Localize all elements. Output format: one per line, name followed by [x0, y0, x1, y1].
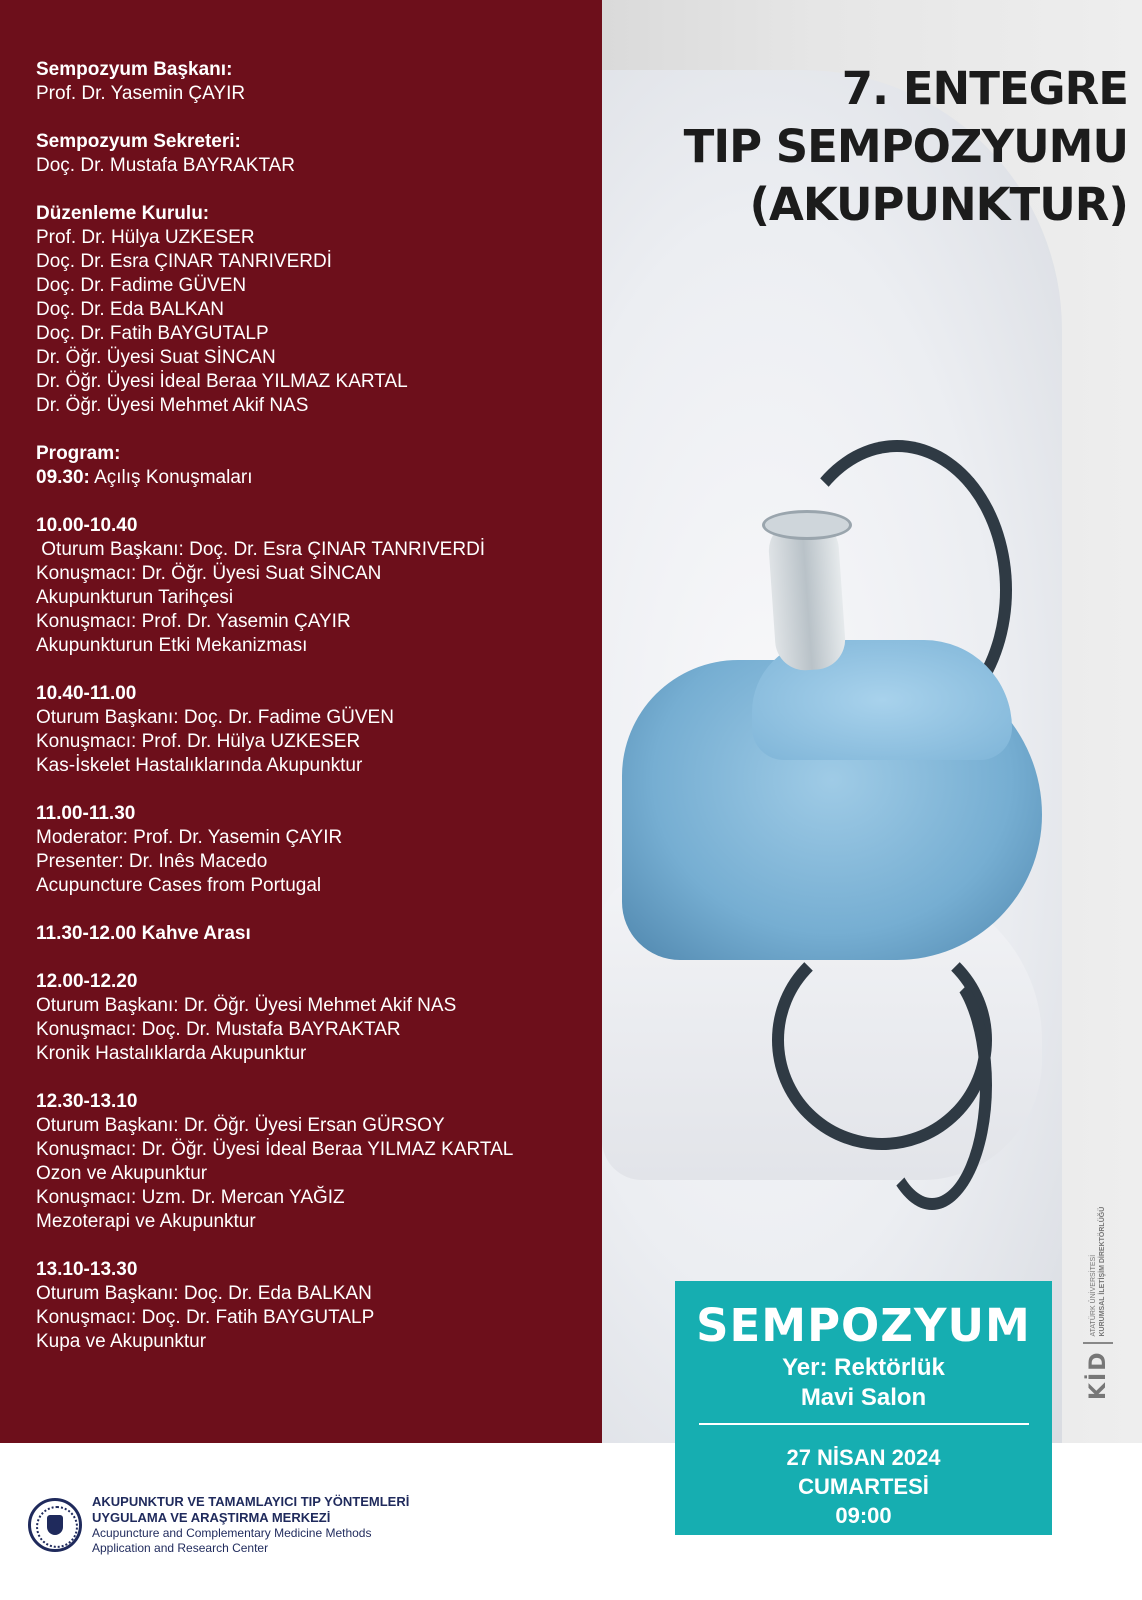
- divider: [1083, 1343, 1113, 1345]
- title-line: (AKUPUNKTUR): [749, 178, 1128, 231]
- session: [36, 802, 602, 898]
- committee-heading: Düzenleme Kurulu:: [36, 203, 210, 224]
- session-line: Oturum Başkanı: Doç. Dr. Esra ÇINAR TANRIVERDİ: [36, 539, 486, 560]
- session-line: Akupunkturun Etki Mekanizması: [36, 635, 308, 656]
- kid-university: ATATÜRK ÜNİVERSİTESİ: [1090, 1254, 1097, 1337]
- session-line: Presenter: Dr. Inês Macedo: [36, 851, 268, 872]
- session-line: Konuşmacı: Prof. Dr. Hülya UZKESER: [36, 731, 361, 752]
- session: [36, 514, 602, 658]
- session-line: Kupa ve Akupunktur: [36, 1331, 207, 1352]
- university-seal-icon: [28, 1498, 82, 1552]
- session-line: Kas-İskelet Hastalıklarında Akupunktur: [36, 755, 363, 776]
- session-line: Konuşmacı: Uzm. Dr. Mercan YAĞIZ: [36, 1187, 345, 1208]
- kid-directorate: KURUMSAL İLETİŞİM DİREKTÖRLÜĞÜ: [1099, 1206, 1106, 1337]
- session: [36, 970, 602, 1066]
- event-venue-room: Mavi Salon: [800, 1384, 927, 1411]
- session-line: Oturum Başkanı: Dr. Öğr. Üyesi Mehmet Akif NAS: [36, 995, 457, 1016]
- committee-block: [36, 202, 602, 418]
- kid-logo: [1078, 1140, 1118, 1400]
- event-venue: Yer: Rektörlük: [782, 1354, 945, 1381]
- session-line: Konuşmacı: Doç. Dr. Fatih BAYGUTALP: [36, 1307, 375, 1328]
- opening-text: Açılış Konuşmaları: [89, 467, 253, 488]
- divider: [699, 1423, 1029, 1425]
- chair-block: [36, 58, 602, 106]
- stethoscope-diaphragm: [762, 510, 852, 540]
- session-time: 12.00-12.20: [36, 971, 138, 992]
- session-time: 13.10-13.30: [36, 1259, 138, 1280]
- committee-member: Prof. Dr. Hülya UZKESER: [36, 227, 255, 248]
- opening-time: 09.30:: [36, 467, 90, 488]
- session-line: Akupunkturun Tarihçesi: [36, 587, 234, 608]
- committee-member: Doç. Dr. Fadime GÜVEN: [36, 275, 247, 296]
- center-name-tr: AKUPUNKTUR VE TAMAMLAYICI TIP YÖNTEMLERİ: [92, 1494, 410, 1509]
- session-line: Acupuncture Cases from Portugal: [36, 875, 322, 896]
- center-footer: [28, 1480, 628, 1570]
- event-info-box: [675, 1281, 1052, 1535]
- program-panel: [0, 0, 602, 1443]
- session: [36, 1090, 602, 1234]
- session-line: Ozon ve Akupunktur: [36, 1163, 208, 1184]
- event-label: SEMPOZYUM: [696, 1299, 1031, 1352]
- stethoscope-tube: [872, 960, 992, 1210]
- session-line: Oturum Başkanı: Doç. Dr. Eda BALKAN: [36, 1283, 372, 1304]
- chair-heading: Sempozyum Başkanı:: [36, 59, 233, 80]
- committee-member: Doç. Dr. Esra ÇINAR TANRIVERDİ: [36, 251, 332, 272]
- committee-member: Dr. Öğr. Üyesi Suat SİNCAN: [36, 347, 276, 368]
- opening-line: [36, 466, 602, 490]
- session-time: 10.00-10.40: [36, 515, 138, 536]
- session: [36, 1258, 602, 1354]
- event-day: CUMARTESİ: [798, 1474, 929, 1499]
- committee-member: Doç. Dr. Fatih BAYGUTALP: [36, 323, 269, 344]
- session-line: Mezoterapi ve Akupunktur: [36, 1211, 256, 1232]
- title-line: TIP SEMPOZYUMU: [683, 120, 1128, 173]
- session-line: Moderator: Prof. Dr. Yasemin ÇAYIR: [36, 827, 343, 848]
- secretary-name: Doç. Dr. Mustafa BAYRAKTAR: [36, 155, 296, 176]
- committee-member: Dr. Öğr. Üyesi İdeal Beraa YILMAZ KARTAL: [36, 371, 408, 392]
- session-line: Konuşmacı: Dr. Öğr. Üyesi Suat SİNCAN: [36, 563, 382, 584]
- stethoscope-chestpiece: [767, 518, 847, 673]
- session: [36, 682, 602, 778]
- program-opening: [36, 442, 602, 490]
- program-heading: Program:: [36, 443, 121, 464]
- session-line: Kronik Hastalıklarda Akupunktur: [36, 1043, 307, 1064]
- secretary-block: [36, 130, 602, 178]
- session-time: 10.40-11.00: [36, 683, 137, 704]
- session-line: Oturum Başkanı: Doç. Dr. Fadime GÜVEN: [36, 707, 394, 728]
- committee-member: Dr. Öğr. Üyesi Mehmet Akif NAS: [36, 395, 309, 416]
- coffee-break: [36, 922, 602, 946]
- symposium-title: [588, 60, 1128, 234]
- event-date: 27 NİSAN 2024: [786, 1445, 941, 1470]
- kid-wordmark: KİD: [1085, 1350, 1111, 1400]
- session-line: Oturum Başkanı: Dr. Öğr. Üyesi Ersan GÜRSOY: [36, 1115, 445, 1136]
- committee-member: Doç. Dr. Eda BALKAN: [36, 299, 224, 320]
- center-name-tr-2: UYGULAMA VE ARAŞTIRMA MERKEZİ: [92, 1510, 331, 1525]
- secretary-heading: Sempozyum Sekreteri:: [36, 131, 241, 152]
- session-time: 11.30-12.00 Kahve Arası: [36, 923, 251, 944]
- session-line: Konuşmacı: Doç. Dr. Mustafa BAYRAKTAR: [36, 1019, 401, 1040]
- session-time: 11.00-11.30: [36, 803, 136, 824]
- session-time: 12.30-13.10: [36, 1091, 138, 1112]
- center-name-en: Acupuncture and Complementary Medicine Methods: [92, 1526, 372, 1540]
- session-line: Konuşmacı: Dr. Öğr. Üyesi İdeal Beraa YILMAZ KARTAL: [36, 1139, 514, 1160]
- center-name-en-2: Application and Research Center: [92, 1541, 269, 1555]
- chair-name: Prof. Dr. Yasemin ÇAYIR: [36, 83, 246, 104]
- event-time: 09:00: [835, 1503, 892, 1528]
- title-line: 7. ENTEGRE: [841, 62, 1128, 115]
- session-line: Konuşmacı: Prof. Dr. Yasemin ÇAYIR: [36, 611, 351, 632]
